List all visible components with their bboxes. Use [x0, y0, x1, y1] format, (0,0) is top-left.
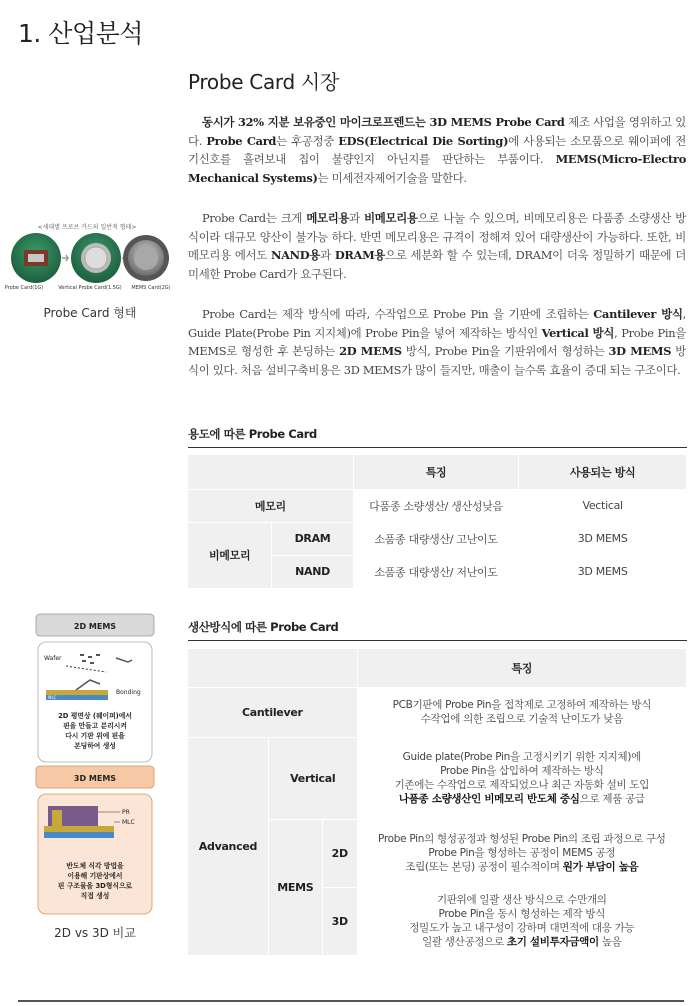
- table-cell: 소품종 대량생산/ 고난이도: [353, 522, 518, 555]
- row-label-memory: 메모리: [188, 489, 353, 522]
- figure-label: MEMS Card(2G): [131, 285, 171, 291]
- mems-3d-text: 핀 구조물을 3D형식으로: [57, 882, 133, 890]
- mems-2d-diagram: [36, 614, 154, 764]
- mems-3d-diagram: [36, 766, 154, 916]
- section-title: 1. 산업분석: [18, 19, 143, 48]
- table-header: 사용되는 방식: [519, 455, 687, 489]
- table-cell-3d: 기판위에 일괄 생산 방식으로 수만개의 Probe Pin을 동시 형성하는 제작 방식 정밀도가 높고 내구성이 강하며 대면적에 대응 가능 일괄 생산공정으로 초기 설비투자금액이 높음: [357, 887, 686, 955]
- probe-card-figure: [4, 232, 171, 292]
- figure-2-caption: 2D vs 3D 비교: [54, 926, 136, 940]
- paragraph-3: Probe Card는 제작 방식에 따라, 수작업으로 Probe Pin 을 기판에 조립하는 Cantilever 방식, Guide Plate(Probe Pin 지지체)에 Probe Pin을 넣어 제작하는 방식인 Vertical 방식, Probe Pin을 MEMS로 형성한 후 본딩하는 2D MEMS 방식, Probe Pin을 기판위에서 형성하는 3D MEMS 방식이 있다. 처음 설비구축비용은 3D MEMS가 많이 들지만, 매출이 늘수록 효율이 증대 되는 구조이다.: [188, 307, 686, 377]
- row-label-vertical: Vertical: [268, 737, 357, 819]
- bottom-divider: [18, 1000, 684, 1002]
- mems-2d-text: 2D 평면상 (웨이퍼)에서: [58, 712, 132, 720]
- page-title: Probe Card 시장: [188, 70, 339, 94]
- divider: [188, 640, 687, 641]
- figure-1-caption: Probe Card 형태: [43, 306, 137, 320]
- production-table: [188, 649, 687, 956]
- mems-2d-title: 2D MEMS: [73, 622, 117, 631]
- mems-2d-text: 본딩하여 생성: [74, 742, 116, 750]
- wafer-label: Wafer: [44, 655, 62, 662]
- row-label-mems: MEMS: [268, 819, 322, 955]
- mlc-label: MLC: [48, 695, 57, 700]
- paragraph-2: Probe Card는 크게 메모리용과 비메모리용으로 나눌 수 있으며, 비메모리용은 다품종 소량생산 방식이라 대규모 양산이 불가능 하다. 반면 메모리용은 규격이 정해져 있어 대량생산이 가능하다. 또한, 비메모리용 에서도 NAND용과 DRAM용으로 세분화 할 수 있는데, DRAM이 더욱 정밀하기 때문에 더 미세한 Probe Card가 요구된다.: [188, 211, 686, 281]
- usage-table: [188, 455, 687, 589]
- mems-3d-text: 이용해 기판상에서: [67, 872, 123, 880]
- mems-3d-title: 3D MEMS: [73, 774, 117, 783]
- paragraph-1: 동시가 32% 지분 보유중인 마이크로프렌드는 3D MEMS Probe Card 제조 사업을 영위하고 있다. Probe Card는 후공정중 EDS(Electrical Die Sorting)에 사용되는 소모품으로 웨이퍼에 전기신호를 흘려보내 칩이 불량인지 아닌지를 판단하는 부품이다. MEMS(Micro-Electro Mechanical Systems)는 미세전자제어기술을 말한다.: [188, 115, 686, 185]
- row-label-3d: 3D: [322, 887, 357, 955]
- row-label-cantilever: Cantilever: [188, 687, 357, 737]
- mems-2d-text: 다시 기판 위에 핀을: [65, 732, 125, 740]
- divider: [188, 447, 687, 448]
- table-cell-cantilever: PCB기판에 Probe Pin을 접착제로 고정하여 제작하는 방식 수작업에 의한 조립으로 기술적 난이도가 낮음: [357, 687, 686, 737]
- table-header: 특징: [353, 455, 518, 489]
- mlc-label: MLC: [122, 819, 135, 826]
- row-label-nonmemory: 비메모리: [188, 522, 272, 588]
- table-header: 특징: [357, 649, 686, 687]
- table-cell: 3D MEMS: [519, 555, 687, 588]
- table-cell: 3D MEMS: [519, 522, 687, 555]
- row-label-2d: 2D: [322, 819, 357, 887]
- table-cell: 소품종 대량생산/ 저난이도: [353, 555, 518, 588]
- table-cell-2d: Probe Pin의 형성공정과 형성된 Probe Pin의 조립 과정으로 구성 Probe Pin을 형성하는 공정이 MEMS 공정 조립(또는 본딩) 공정이 필수적이며 원가 부담이 높음: [357, 819, 686, 887]
- mems-3d-text: 반도체 식각 방법을: [66, 862, 124, 870]
- table-cell: Vectical: [519, 489, 687, 522]
- table-2-title: 생산방식에 따른 Probe Card: [188, 620, 339, 634]
- mems-2d-text: 핀을 만들고 분리시켜: [63, 722, 127, 730]
- table-cell: 다품종 소량생산/ 생산성낮음: [353, 489, 518, 522]
- table-1-title: 용도에 따른 Probe Card: [188, 427, 317, 441]
- figure-label: Vertical Probe Card(1.5G): [58, 285, 122, 291]
- table-cell-vertical: Guide plate(Probe Pin을 고정시키기 위한 지지체)에 Probe Pin을 삽입하여 제작하는 방식 기존에는 수작업으로 제작되었으나 최근 자동화 설비 도입 나품종 소량생산인 비메모리 반도체 중심으로 제품 공급: [357, 737, 686, 819]
- figure-label: Probe Card(1G): [4, 285, 44, 291]
- figure-1-top-caption: <세대별 프로브 카드의 일반적 형태>: [37, 224, 137, 231]
- row-label-nand: NAND: [272, 555, 354, 588]
- row-label-dram: DRAM: [272, 522, 354, 555]
- bonding-label: Bonding: [116, 689, 141, 696]
- pr-label: PR: [122, 809, 130, 816]
- row-label-advanced: Advanced: [188, 737, 268, 955]
- mems-3d-text: 직접 생성: [80, 892, 110, 900]
